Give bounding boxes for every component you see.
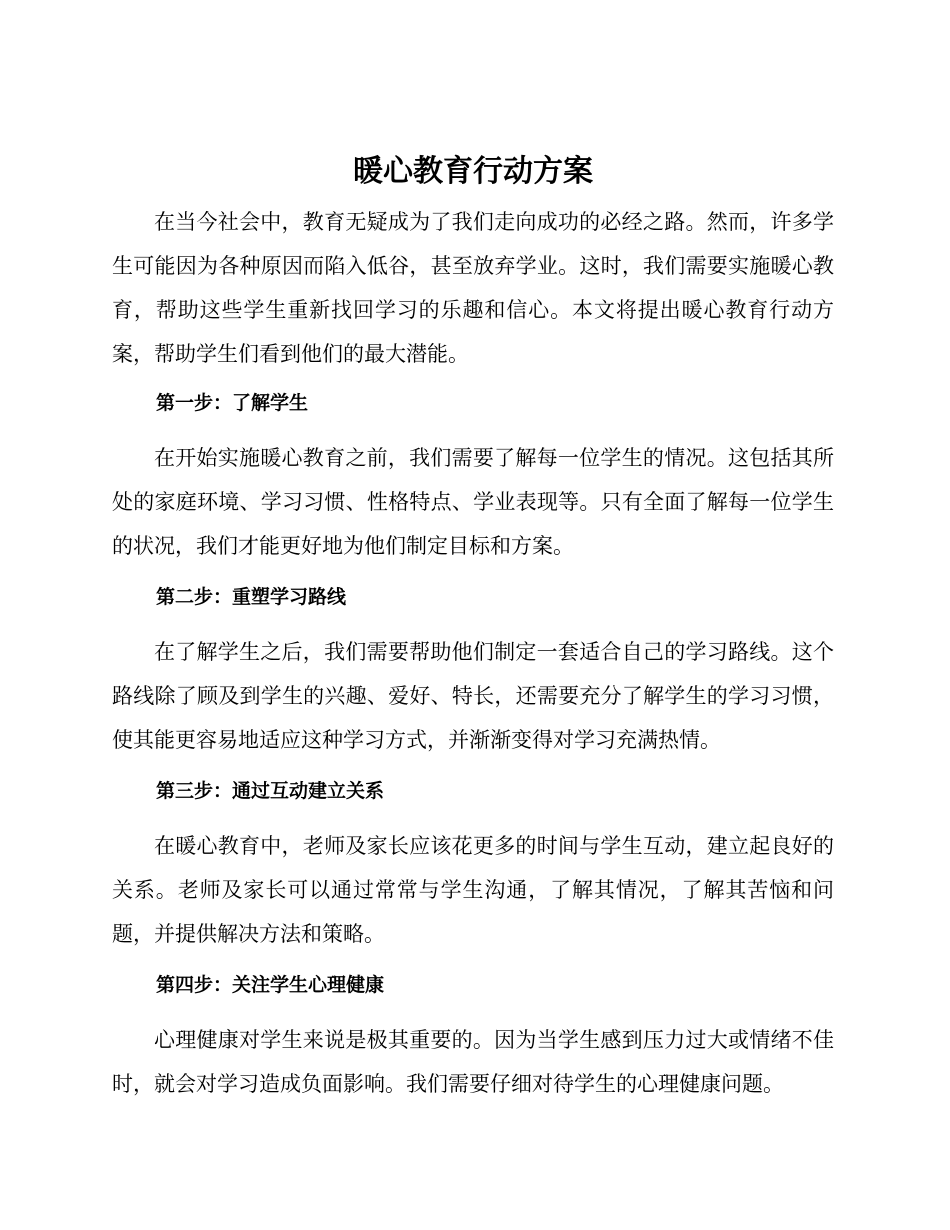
section-heading-1: 第一步：了解学生 <box>156 392 309 414</box>
section-body-3: 在暖心教育中，老师及家长应该花更多的时间与学生互动，建立起良好的关系。老师及家长可以通过常常与学生沟通，了解其情况，了解其苦恼和问题，并提供解决方法和策略。 <box>112 834 834 946</box>
section-heading-3: 第三步：通过互动建立关系 <box>156 780 385 802</box>
intro-paragraph: 在当今社会中，教育无疑成为了我们走向成功的必经之路。然而，许多学生可能因为各种原因而陷入低谷，甚至放弃学业。这时，我们需要实施暖心教育，帮助这些学生重新找回学习的乐趣和信心。本文将提出暖心教育行动方案，帮助学生们看到他们的最大潜能。 <box>112 210 834 366</box>
section-heading-4: 第四步：关注学生心理健康 <box>156 974 385 996</box>
section-body-2: 在了解学生之后，我们需要帮助他们制定一套适合自己的学习路线。这个路线除了顾及到学生的兴趣、爱好、特长，还需要充分了解学生的学习习惯，使其能更容易地适应这种学习方式，并渐渐变得对学习充满热情。 <box>112 640 834 752</box>
section-body-4: 心理健康对学生来说是极其重要的。因为当学生感到压力过大或情绪不佳时，就会对学习造成负面影响。我们需要仔细对待学生的心理健康问题。 <box>112 1028 834 1096</box>
document-title: 暖心教育行动方案 <box>353 154 593 189</box>
section-heading-2: 第二步：重塑学习路线 <box>156 586 347 608</box>
section-body-1: 在开始实施暖心教育之前，我们需要了解每一位学生的情况。这包括其所处的家庭环境、学习习惯、性格特点、学业表现等。只有全面了解每一位学生的状况，我们才能更好地为他们制定目标和方案。 <box>112 446 834 558</box>
